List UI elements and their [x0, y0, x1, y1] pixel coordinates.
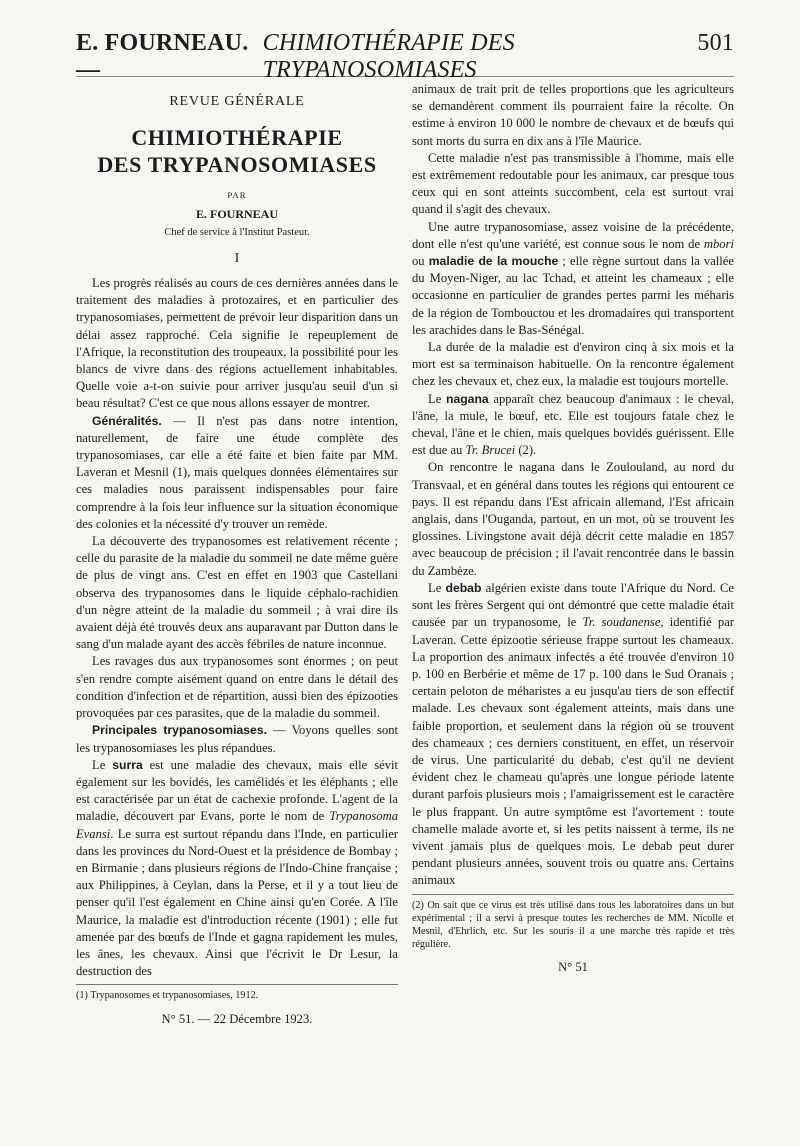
- paragraph-text: est une maladie des chevaux, mais elle sévit également sur les bovidés, les camélidés et les éléphants ; elle est caractérisée par un état de cachexie profonde. L'agent de la maladie, découvert par Evans, porte le nom de: [76, 757, 398, 824]
- paragraph-intro: Les progrès réalisés au cours de ces dernières années dans le traitement des maladies à protozaires, et en particulier des trypanosomiases, permettent de prévoir leur disparition dans un délai assez rapproché. Cela signifie le repeuplement de l'Afrique, la reconstitution des troupeaux, la possibilité pour les blancs de vivre dans des régions actuellement inhabitables. Quelle voie a-t-on suivie pour arriver jusqu'au seuil d'un si beau résultat? C'est ce que nous allons essayer de montrer.: [76, 276, 398, 411]
- article-title: [76, 124, 398, 178]
- paragraph-text: Une autre trypanosomiase, assez voisine de la précédente, dont elle n'est qu'une variété, est connue sous le nom de: [412, 219, 734, 251]
- paragraph-continued: animaux de trait prit de telles proportions que les agriculteurs se demandèrent comment ils pourraient faire la récolte. On estime à environ 10 000 le nombre de chevaux et de bœufs qui sont morts du surra en dix ans à l'île Maurice.: [412, 82, 734, 148]
- species-name: Trypanosoma Evansi: [76, 809, 398, 841]
- article-title-line-2: DES TRYPANOSOMIASES: [97, 152, 377, 178]
- paragraph-text: Le: [428, 391, 446, 406]
- disease-term: surra: [112, 757, 143, 772]
- paragraph-text: , identifié par Laveran. Cette épizootie sérieuse frappe surtout les chameaux. La proportion des animaux infectés a été trouvée d'environ 10 p. 100 en Berbérie et même de 17 p. 100 dans le Sud Oranais ; certain peloton de méharistes a eu jusqu'au tiers de son effectif malade. Les chevaux sont également atteints, mais dans une faible proportion, et seulement dans la région où se trouvent des chameaux ; ces derniers constituent, en effet, un réservoir de virus. Une particularité du debab, c'est qu'il ne devient évident chez le chameau qu'après une longue période latente durant parfois plusieurs mois ; l'amaigrissement est le caractère le plus frappant. Un autre symptôme est l'avortement : toute chamelle malade avorte et, si les petits naissent à terme, ils ne vivent jamais plus de quelques mois. Le debab peut durer pendant plusieurs années, souvent trois ou quatre ans. Certains animaux: [412, 615, 735, 888]
- footnote-2: (2) On sait que ce virus est très utilisé dans tous les laboratoires dans un but expérimental ; il a servi à presque toutes les recherches de MM. Nicolle et Mesnil, d'Ehrlich, etc. Sur les souris il a une marche très rapide et très régulière.: [412, 894, 734, 952]
- article-title-line-1: CHIMIOTHÉRAPIE: [131, 125, 343, 151]
- left-column: [76, 81, 398, 1028]
- paragraph-generalites: [76, 413, 398, 533]
- paragraph-text: Le: [92, 757, 113, 772]
- author-affiliation: Chef de service à l'Institut Pasteur.: [164, 226, 310, 238]
- paragraph-discovery: La découverte des trypanosomes est relativement récente ; celle du parasite de la maladie du sommeil ne date même guère de plus de vingt ans. C'est en effet en 1903 que Castellani observa des trypanosomes dans le liquide céphalo-rachidien d'un nègre atteint de la maladie du sommeil ; à vrai dire ils avaient déjà été trouvés deux ans auparavant par Dutton dans le sang d'un malade ayant des accès fébriles de nature inconnue.: [76, 534, 398, 652]
- header-author: E. FOURNEAU. —: [76, 30, 249, 83]
- disease-term: maladie de la mouche: [428, 254, 559, 269]
- species-name: Tr. soudanense: [582, 615, 661, 630]
- paragraph-text: Le: [428, 580, 446, 595]
- paragraph-nagana: [412, 391, 734, 460]
- by-label: PAR: [227, 190, 247, 201]
- footnote-1: (1) Trypanosomes et trypanosomiases, 1912.: [76, 984, 398, 1002]
- paragraph-nagana-regions: On rencontre le nagana dans le Zoulouland, au nord du Transvaal, et en général dans toutes les régions qui entourent ce pays. Il est répandu dans l'Est africain allemand, l'Est africain anglais, dans l'Ouganda, partout, en un mot, où se trouvent les glossines. Livingstone avait déjà décrit cette maladie en 1857 avec beaucoup de précision ; il l'avait rencontrée dans le bassin du Zambèze.: [412, 460, 734, 578]
- paragraph-text: (2).: [515, 443, 537, 458]
- header-title: CHIMIOTHÉRAPIE DES TRYPANOSOMIASES: [262, 30, 515, 83]
- disease-term: debab: [445, 580, 482, 595]
- paragraph-debab: [412, 580, 734, 890]
- paragraph-transmission: Cette maladie n'est pas transmissible à l'homme, mais elle est extrêmement redoutable pour les animaux, car presque tous ceux qui en sont atteints succombent, cela est surtout vrai quand il s'agit des chevaux.: [412, 150, 734, 217]
- section-number: I: [234, 250, 240, 266]
- species-name: Tr. Brucei: [465, 443, 516, 458]
- paragraph-text: algérien existe dans toute l'Afrique du Nord. Ce sont les frères Sergent qui ont démontré que cette maladie était causée par un trypanosome, le: [412, 580, 734, 630]
- paragraph-text: — Il n'est pas dans notre intention, naturellement, de faire une étude complète des trypanosomiases, car elle a été faite et bien faite par MM. Laveran et Mesnil (1), mais quelques données élémentaires sur ces maladies nous paraissent indispensables pour faire comprendre à la fois leur influence sur la situation économique des colonies et la nécessité d'y trouver un remède.: [76, 413, 398, 531]
- paragraph-surra: [76, 757, 398, 981]
- paragraph-duration: La durée de la maladie est d'environ cinq à six mois et la mort est sa terminaison habituelle. On la rencontre également chez les chevaux et, chez eux, la maladie est toujours mortelle.: [412, 340, 734, 389]
- disease-term: mbori: [703, 236, 734, 251]
- section-kicker: REVUE GÉNÉRALE: [169, 94, 305, 109]
- paragraph-text: ou: [412, 254, 429, 269]
- paragraph-text: — Voyons quelles sont les trypanosomiases les plus répandues.: [76, 723, 399, 755]
- page-number: 501: [697, 30, 734, 56]
- paragraph-text: apparaît chez beaucoup d'animaux : le cheval, l'âne, la mule, le bœuf, etc. Elle est toujours fatale chez le cheval, l'âne et le chien, mais quelques bovidés guérissent. Elle est due au: [412, 391, 734, 458]
- author-name: E. FOURNEAU: [195, 207, 278, 222]
- disease-term: nagana: [446, 391, 489, 406]
- paragraph-lead: Principales trypanosomiases.: [92, 723, 268, 738]
- running-header: [76, 30, 734, 83]
- right-column: [412, 81, 734, 1028]
- paragraph-principal: [76, 722, 398, 756]
- two-column-body: [76, 81, 734, 1028]
- paragraph-mbori: [412, 219, 734, 339]
- paragraph-text: ; elle règne surtout dans la vallée du Moyen-Niger, au lac Tchad, et atteint les chameaux ; elle occasionne en particulier de grandes pertes parmi les méharis de la région de Tombouctou et les dromadaires qui transportent les arachides dans le Bas-Sénégal.: [412, 254, 734, 337]
- paragraph-text: . Le surra est surtout répandu dans l'Inde, en particulier dans les provinces du Nord-Ouest et la présidence de Bombay ; en Birmanie ; dans plusieurs régions de l'Indo-Chine française ; aux Philippines, à Ceylan, dans la Perse, et il y a tout lieu de penser qu'il l'est également en Chine ainsi qu'en Corée. A l'île Maurice, la maladie est d'introduction récente (1901) ; elle fut amenée par des bœufs de l'Inde et gagna rapidement les mules, les ânes, les chevaux. Ainsi que l'écrivit le Dr Lesur, la destruction des: [76, 826, 398, 979]
- paragraph-ravages: Les ravages dus aux trypanosomes sont énormes ; on peut s'en rendre compte aisément quand on entre dans le détail des condition d'infection et de répartition, aussi bien des épizooties provoquées par ces parasites, que de la maladie du sommeil.: [76, 654, 398, 721]
- paragraph-lead: Généralités.: [92, 413, 162, 428]
- issue-footer: N° 51. — 22 Décembre 1923.: [161, 1011, 313, 1026]
- issue-footer: N° 51: [558, 960, 588, 975]
